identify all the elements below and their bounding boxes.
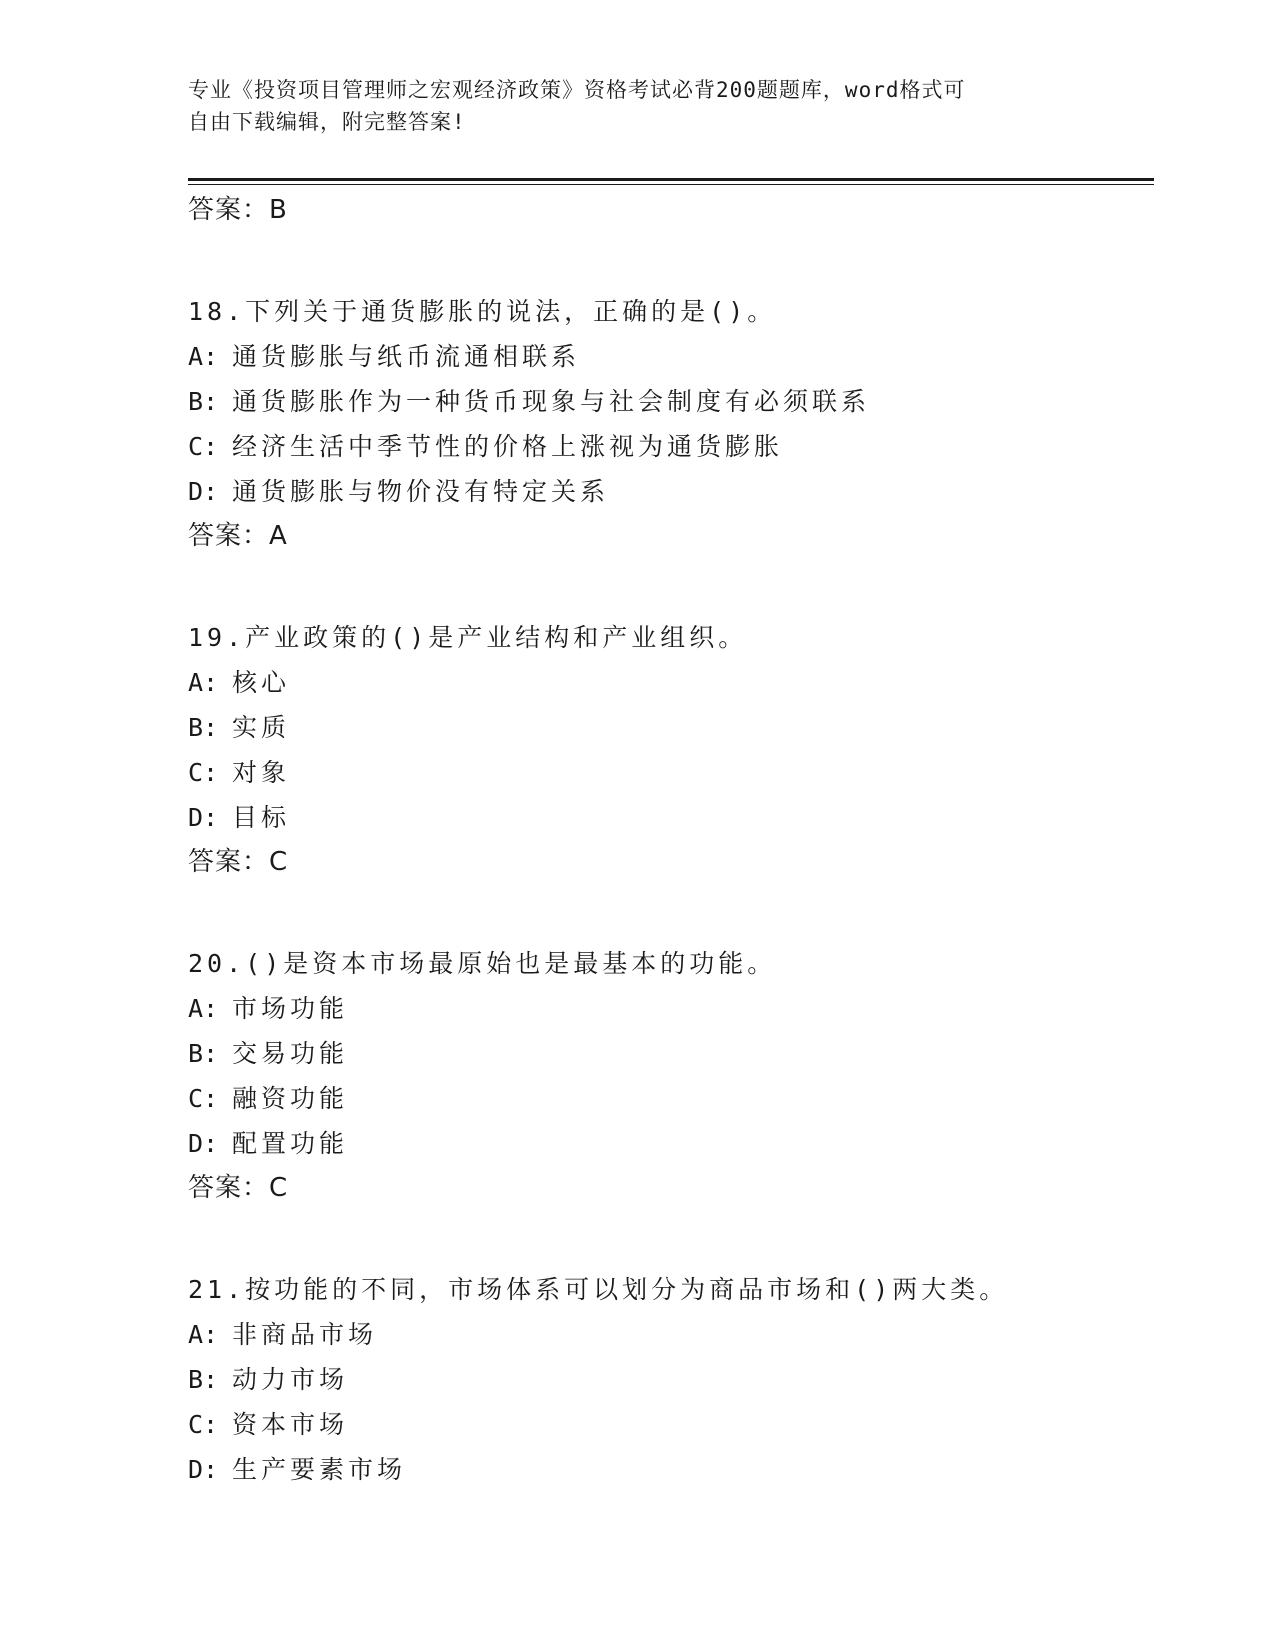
option-letter: A: <box>188 668 219 697</box>
header-title-line-2: 自由下载编辑，附完整答案! <box>188 110 466 134</box>
option-text: 通货膨胀作为一种货币现象与社会制度有必须联系 <box>232 387 871 416</box>
option-letter: C: <box>188 1410 219 1439</box>
question-19-stem: 19.产业政策的()是产业结构和产业组织。 <box>188 623 748 652</box>
question-21-stem: 21.按功能的不同，市场体系可以划分为商品市场和()两大类。 <box>188 1275 1009 1304</box>
option-letter: A: <box>188 994 219 1023</box>
question-21-option-b <box>188 1357 1148 1402</box>
option-letter: A: <box>188 1320 219 1349</box>
option-letter: B: <box>188 387 219 416</box>
header-title-line-1: 专业《投资项目管理师之宏观经济政策》资格考试必背200题题库，word格式可 <box>188 78 966 102</box>
question-19-option-a <box>188 660 1148 705</box>
option-text: 资本市场 <box>232 1410 349 1439</box>
spacer <box>188 559 1148 615</box>
question-18-option-b <box>188 379 1148 424</box>
answer-q18: 答案：A <box>188 521 288 551</box>
answer-q19: 答案：C <box>188 847 289 877</box>
header-divider-thick <box>188 178 1154 181</box>
question-18-option-d <box>188 469 1148 514</box>
question-19-option-d <box>188 795 1148 840</box>
spacer <box>188 233 1148 289</box>
option-text: 市场功能 <box>232 994 349 1023</box>
question-20-option-d <box>188 1121 1148 1166</box>
option-letter: B: <box>188 1039 219 1068</box>
spacer <box>188 1211 1148 1267</box>
answer-q17: 答案：B <box>188 195 288 225</box>
spacer <box>188 885 1148 941</box>
option-text: 经济生活中季节性的价格上涨视为通货膨胀 <box>232 432 784 461</box>
option-text: 融资功能 <box>232 1084 349 1113</box>
answer-q20: 答案：C <box>188 1173 289 1203</box>
option-text: 生产要素市场 <box>232 1455 407 1484</box>
question-19-option-c <box>188 750 1148 795</box>
question-20-option-b <box>188 1031 1148 1076</box>
question-list <box>188 188 1148 1492</box>
option-letter: C: <box>188 1084 219 1113</box>
question-18-stem: 18.下列关于通货膨胀的说法，正确的是()。 <box>188 297 777 326</box>
option-letter: C: <box>188 758 219 787</box>
option-text: 配置功能 <box>232 1129 349 1158</box>
question-21-option-c <box>188 1402 1148 1447</box>
question-21-option-d <box>188 1447 1148 1492</box>
option-letter: A: <box>188 342 219 371</box>
question-18-option-c <box>188 424 1148 469</box>
option-letter: D: <box>188 477 219 506</box>
option-letter: D: <box>188 1455 219 1484</box>
option-letter: D: <box>188 803 219 832</box>
option-text: 目标 <box>232 803 291 832</box>
option-text: 动力市场 <box>232 1365 349 1394</box>
question-20-stem: 20.()是资本市场最原始也是最基本的功能。 <box>188 949 777 978</box>
question-18-option-a <box>188 334 1148 379</box>
option-text: 核心 <box>232 668 291 697</box>
header-divider-thin <box>188 184 1154 185</box>
option-letter: D: <box>188 1129 219 1158</box>
option-text: 通货膨胀与纸币流通相联系 <box>232 342 581 371</box>
document-header <box>188 74 1068 138</box>
option-text: 实质 <box>232 713 291 742</box>
question-20-option-a <box>188 986 1148 1031</box>
option-letter: B: <box>188 1365 219 1394</box>
option-text: 交易功能 <box>232 1039 349 1068</box>
option-text: 对象 <box>232 758 291 787</box>
question-19-option-b <box>188 705 1148 750</box>
option-text: 通货膨胀与物价没有特定关系 <box>232 477 610 506</box>
question-20-option-c <box>188 1076 1148 1121</box>
option-letter: C: <box>188 432 219 461</box>
question-21-option-a <box>188 1312 1148 1357</box>
option-letter: B: <box>188 713 219 742</box>
option-text: 非商品市场 <box>232 1320 378 1349</box>
